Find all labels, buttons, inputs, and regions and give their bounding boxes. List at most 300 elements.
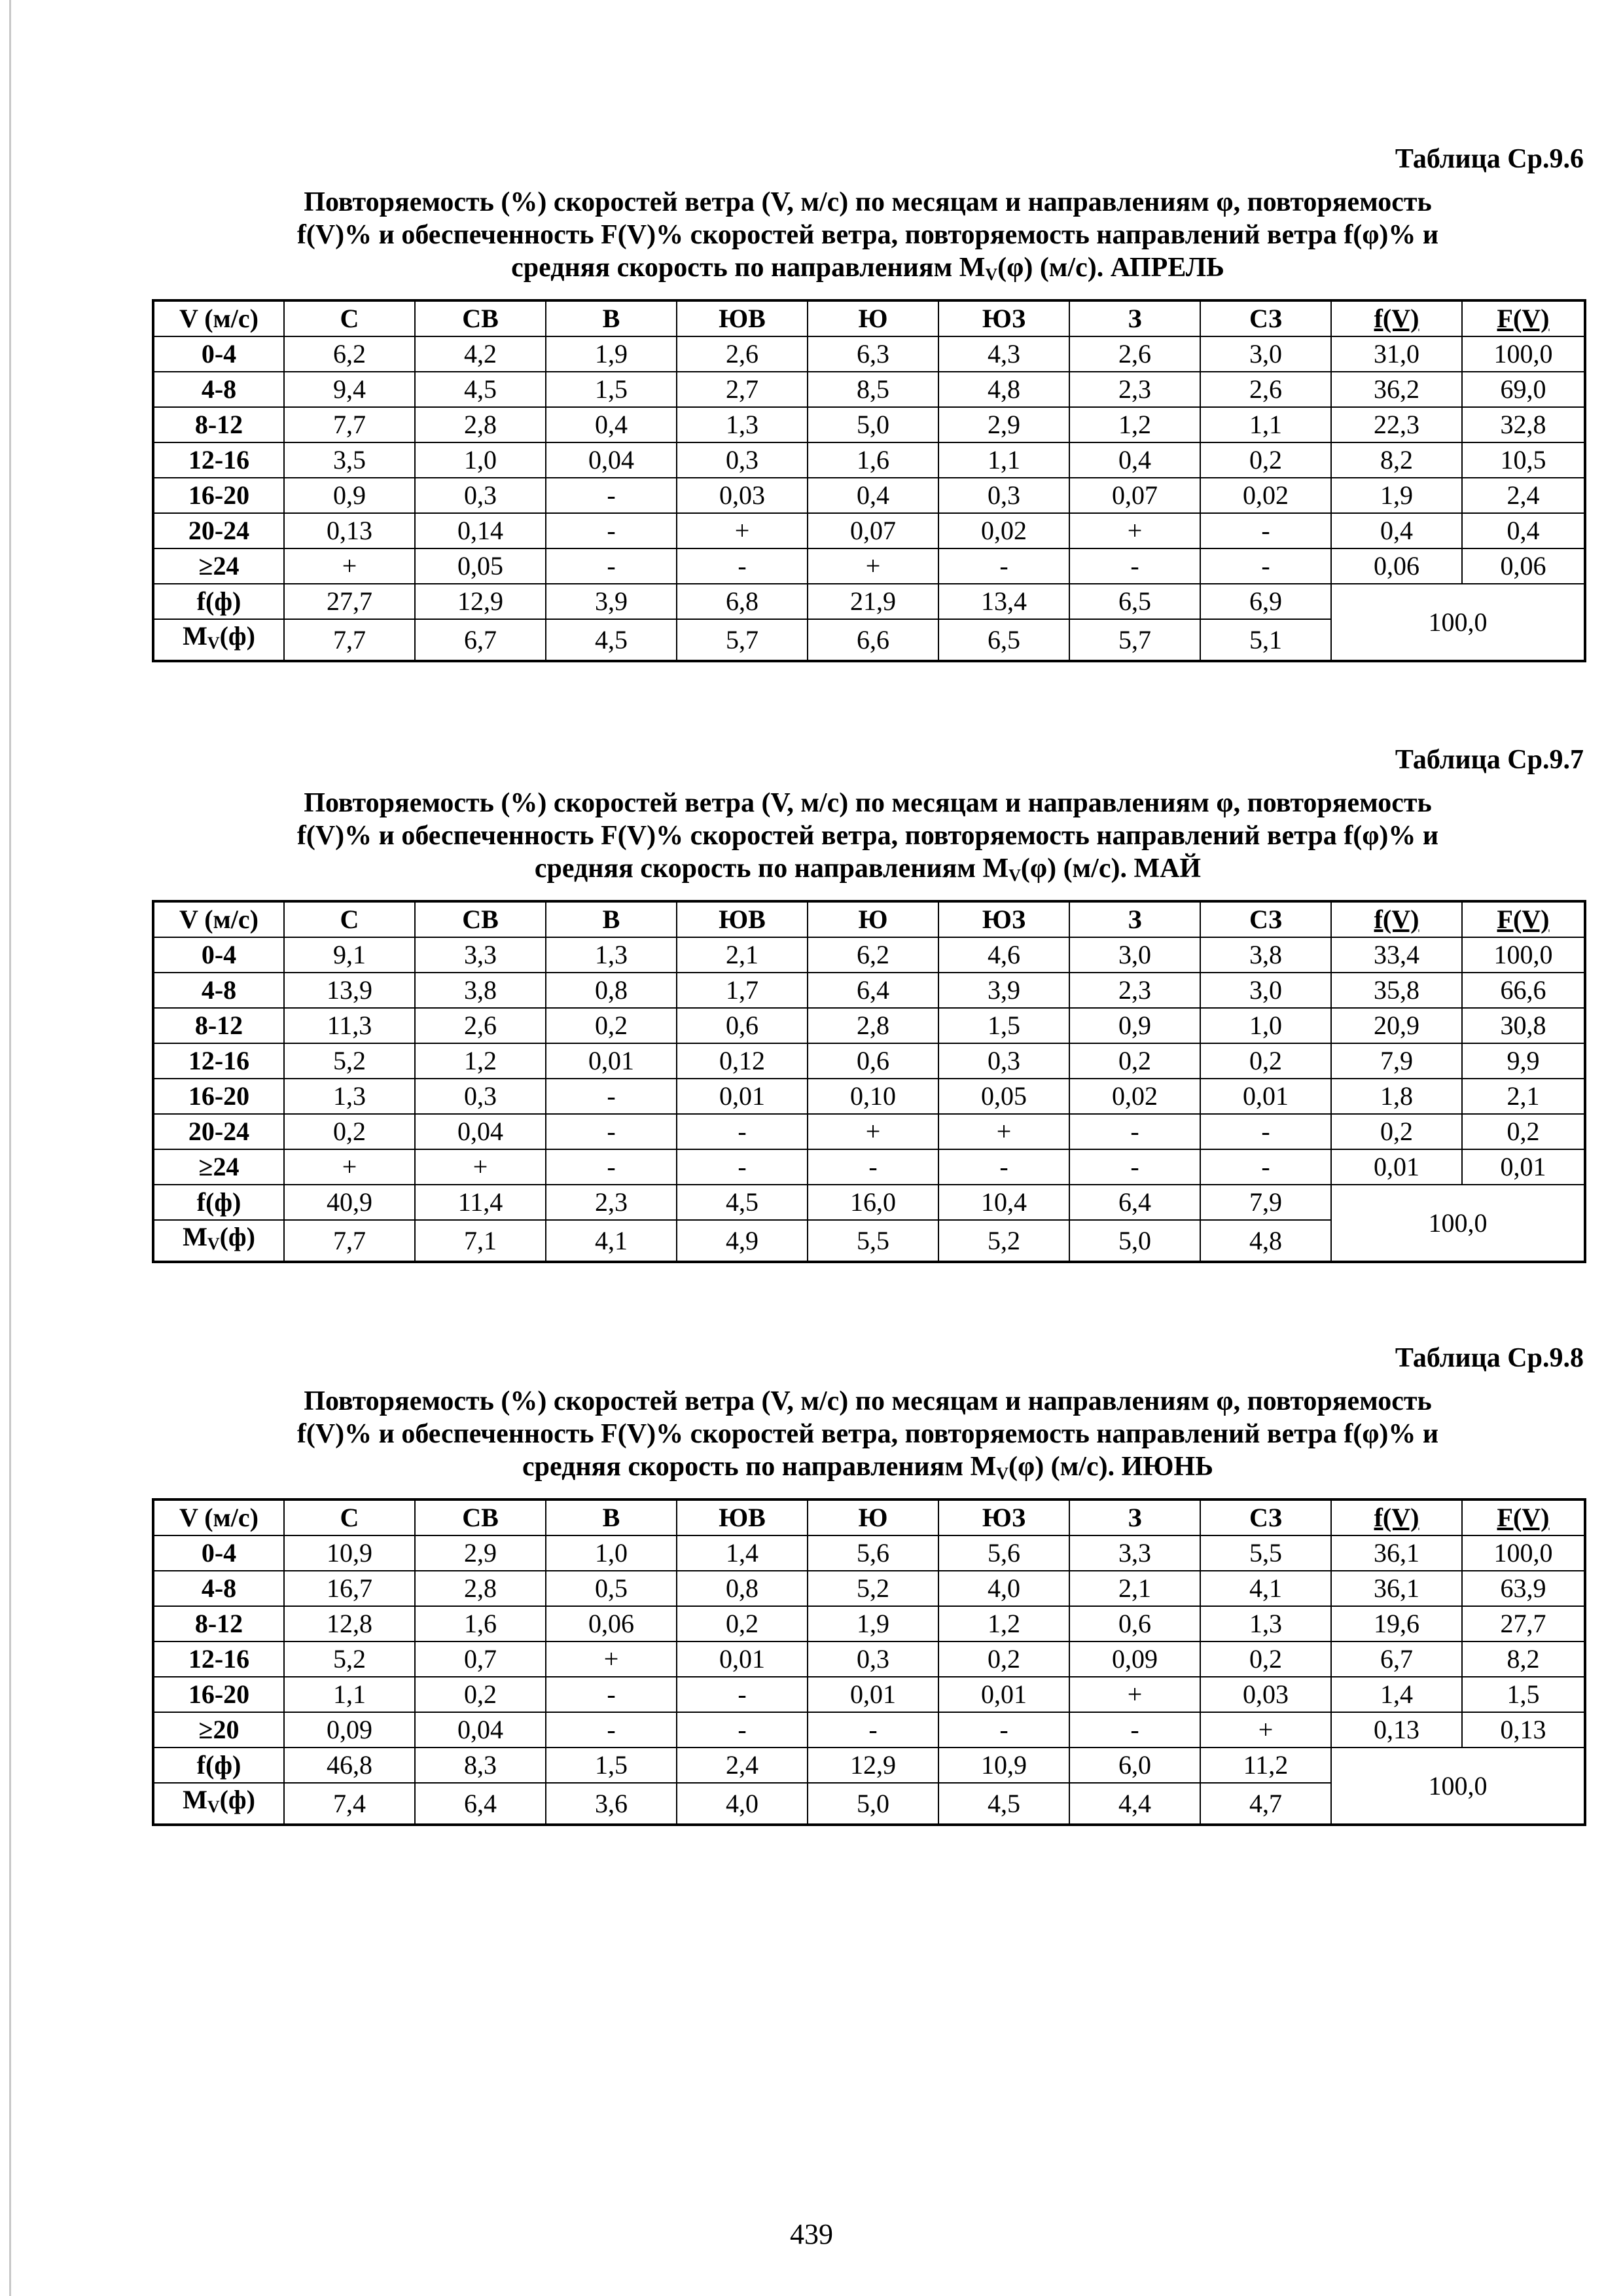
- table-cell: 13,9: [284, 973, 415, 1008]
- table-cell: 0,2: [1331, 1114, 1462, 1149]
- table-cell: +: [546, 1641, 677, 1677]
- table-cell: 0,3: [677, 442, 808, 478]
- table-cell: 5,7: [677, 619, 808, 661]
- title-line: [152, 1450, 1584, 1490]
- table-cell: 0,13: [1462, 1712, 1585, 1748]
- column-header: В: [546, 1499, 677, 1535]
- title-line: Повторяемость (%) скоростей ветра (V, м/с) по месяцам и направлениям φ, повторяемость: [304, 187, 1432, 217]
- table-cell: -: [1200, 513, 1331, 548]
- title-text: средняя скорость по направлениям M: [511, 253, 986, 283]
- table-cell: 12,9: [415, 584, 546, 619]
- column-header: f(V): [1331, 300, 1462, 336]
- table-cell: 1,1: [1200, 407, 1331, 442]
- column-header: СВ: [415, 1499, 546, 1535]
- table-cell: 0,01: [677, 1079, 808, 1114]
- table-cell: 0,2: [1069, 1043, 1200, 1079]
- table-cell: 1,9: [808, 1606, 938, 1641]
- row-label: f(ф): [153, 1748, 284, 1783]
- table-cell: 36,1: [1331, 1535, 1462, 1571]
- table-cell: 0,3: [808, 1641, 938, 1677]
- table-cell: 6,4: [808, 973, 938, 1008]
- table-cell: 1,5: [938, 1008, 1069, 1043]
- column-header: V (м/с): [153, 901, 284, 937]
- table-cell: 1,3: [284, 1079, 415, 1114]
- table-cell: -: [546, 1149, 677, 1185]
- table-cell: 1,2: [938, 1606, 1069, 1641]
- row-label: 12-16: [153, 1641, 284, 1677]
- title-subscript: V: [996, 1464, 1008, 1483]
- column-header: f(V): [1331, 901, 1462, 937]
- table-row: [153, 513, 1585, 548]
- table-cell: 0,03: [1200, 1677, 1331, 1712]
- table-cell: 4,1: [1200, 1571, 1331, 1606]
- column-header: f(V): [1331, 1499, 1462, 1535]
- table-cell: 0,07: [808, 513, 938, 548]
- header-row: [153, 901, 1585, 937]
- table-cell: 27,7: [284, 584, 415, 619]
- table-cell: 12,9: [808, 1748, 938, 1783]
- row-label: 8-12: [153, 407, 284, 442]
- row-label: 16-20: [153, 1079, 284, 1114]
- column-header: ЮЗ: [938, 1499, 1069, 1535]
- table-cell: 0,3: [938, 478, 1069, 513]
- column-header: С: [284, 1499, 415, 1535]
- table-cell: 0,13: [1331, 1712, 1462, 1748]
- row-label: ≥20: [153, 1712, 284, 1748]
- table-cell: 3,0: [1200, 973, 1331, 1008]
- table-cell: 1,0: [546, 1535, 677, 1571]
- column-header: В: [546, 901, 677, 937]
- table-cell: 35,8: [1331, 973, 1462, 1008]
- table-cell: 0,10: [808, 1079, 938, 1114]
- table-cell: 6,2: [808, 937, 938, 973]
- table-cell: 1,8: [1331, 1079, 1462, 1114]
- table-number: Таблица Ср.9.6: [1395, 144, 1584, 174]
- table-cell: 1,0: [1200, 1008, 1331, 1043]
- row-label: 12-16: [153, 442, 284, 478]
- table-cell: 1,4: [677, 1535, 808, 1571]
- table-cell: 1,5: [1462, 1677, 1585, 1712]
- table-cell: 5,6: [938, 1535, 1069, 1571]
- column-header: З: [1069, 1499, 1200, 1535]
- scan-edge-line: [9, 0, 11, 2296]
- table-cell: 1,6: [415, 1606, 546, 1641]
- table-cell: -: [808, 1712, 938, 1748]
- table-cell: 3,3: [1069, 1535, 1200, 1571]
- column-header: СЗ: [1200, 300, 1331, 336]
- table-cell: +: [284, 548, 415, 584]
- table-cell: 0,2: [546, 1008, 677, 1043]
- table-cell: 40,9: [284, 1185, 415, 1220]
- table-cell: 2,6: [1200, 372, 1331, 407]
- table-cell: 19,6: [1331, 1606, 1462, 1641]
- title-subscript: V: [1008, 866, 1021, 885]
- row-label: ≥24: [153, 1149, 284, 1185]
- table-cell: 2,8: [808, 1008, 938, 1043]
- table-cell: 0,4: [1462, 513, 1585, 548]
- column-header: СВ: [415, 901, 546, 937]
- table-cell: 6,5: [938, 619, 1069, 661]
- table-cell: 0,01: [938, 1677, 1069, 1712]
- table-row: [153, 1535, 1585, 1571]
- row-label: [153, 1220, 284, 1262]
- table-row: [153, 1606, 1585, 1641]
- table-cell: 1,1: [284, 1677, 415, 1712]
- table-cell: 4,6: [938, 937, 1069, 973]
- table-cell: -: [677, 1114, 808, 1149]
- title-line: [152, 852, 1584, 892]
- table-cell: 0,9: [1069, 1008, 1200, 1043]
- row-label: 0-4: [153, 937, 284, 973]
- table-title: [152, 1385, 1584, 1490]
- column-header: В: [546, 300, 677, 336]
- table-cell: 21,9: [808, 584, 938, 619]
- title-text: средняя скорость по направлениям M: [522, 1452, 997, 1482]
- table-cell: +: [415, 1149, 546, 1185]
- label-subscript: V: [207, 634, 220, 653]
- table-cell: -: [546, 548, 677, 584]
- table-row: [153, 407, 1585, 442]
- column-header: V (м/с): [153, 300, 284, 336]
- table-cell: 0,2: [1462, 1114, 1585, 1149]
- table-row: [153, 1712, 1585, 1748]
- table-cell: 5,2: [808, 1571, 938, 1606]
- table-cell: 6,4: [1069, 1185, 1200, 1220]
- table-cell: 0,13: [284, 513, 415, 548]
- row-label: f(ф): [153, 1185, 284, 1220]
- table-cell: 1,0: [415, 442, 546, 478]
- table-cell: 5,0: [808, 1783, 938, 1825]
- column-header: Ю: [808, 300, 938, 336]
- table-cell: 2,3: [1069, 973, 1200, 1008]
- wind-speed-table: [152, 299, 1586, 662]
- table-row: [153, 1149, 1585, 1185]
- column-header: З: [1069, 901, 1200, 937]
- table-cell: 0,14: [415, 513, 546, 548]
- column-header: ЮЗ: [938, 901, 1069, 937]
- table-row: [153, 478, 1585, 513]
- table-cell: 11,4: [415, 1185, 546, 1220]
- table-cell: 8,5: [808, 372, 938, 407]
- table-cell: 22,3: [1331, 407, 1462, 442]
- table-cell: 7,9: [1331, 1043, 1462, 1079]
- table-cell: 0,01: [808, 1677, 938, 1712]
- table-cell: 46,8: [284, 1748, 415, 1783]
- table-cell: 6,0: [1069, 1748, 1200, 1783]
- table-cell: 0,3: [938, 1043, 1069, 1079]
- label-main: M: [183, 1785, 207, 1814]
- table-cell: 5,2: [284, 1043, 415, 1079]
- table-cell: 6,2: [284, 336, 415, 372]
- table-cell: -: [677, 1677, 808, 1712]
- table-cell: 3,0: [1069, 937, 1200, 973]
- table-cell: 2,1: [677, 937, 808, 973]
- table-cell: 2,4: [1462, 478, 1585, 513]
- table-cell: 0,6: [677, 1008, 808, 1043]
- table-cell: 4,9: [677, 1220, 808, 1262]
- table-cell: +: [677, 513, 808, 548]
- table-cell: 3,8: [415, 973, 546, 1008]
- table-cell: 6,7: [1331, 1641, 1462, 1677]
- table-cell: -: [546, 1712, 677, 1748]
- table-cell: 0,2: [1200, 1043, 1331, 1079]
- label-subscript: V: [207, 1234, 220, 1253]
- table-row: [153, 1008, 1585, 1043]
- table-cell: 36,2: [1331, 372, 1462, 407]
- title-text: средняя скорость по направлениям M: [534, 853, 1009, 884]
- table-row: [153, 1079, 1585, 1114]
- table-cell: 0,7: [415, 1641, 546, 1677]
- table-cell: 3,3: [415, 937, 546, 973]
- row-label: 16-20: [153, 478, 284, 513]
- table-block-may: [152, 744, 1584, 1263]
- table-row: [153, 372, 1585, 407]
- table-cell: 0,5: [546, 1571, 677, 1606]
- table-cell: -: [677, 1712, 808, 1748]
- table-cell: 0,4: [1069, 442, 1200, 478]
- title-text: (φ) (м/с). ИЮНЬ: [1008, 1452, 1213, 1482]
- table-cell: 3,0: [1200, 336, 1331, 372]
- table-cell: 1,6: [808, 442, 938, 478]
- table-cell: -: [546, 478, 677, 513]
- table-cell: 0,3: [415, 1079, 546, 1114]
- table-block-june: [152, 1342, 1584, 1826]
- table-cell: 2,3: [546, 1185, 677, 1220]
- table-cell: 10,4: [938, 1185, 1069, 1220]
- column-header: З: [1069, 300, 1200, 336]
- row-label: ≥24: [153, 548, 284, 584]
- table-cell: 1,3: [677, 407, 808, 442]
- table-cell: 2,3: [1069, 372, 1200, 407]
- table-cell: +: [808, 548, 938, 584]
- row-label: 0-4: [153, 1535, 284, 1571]
- row-label: 20-24: [153, 1114, 284, 1149]
- table-cell: 66,6: [1462, 973, 1585, 1008]
- row-label: 4-8: [153, 372, 284, 407]
- table-cell: 7,7: [284, 407, 415, 442]
- table-cell: 3,9: [546, 584, 677, 619]
- table-block-april: [152, 143, 1584, 662]
- table-cell: 2,6: [1069, 336, 1200, 372]
- table-cell: 0,01: [546, 1043, 677, 1079]
- table-cell: 6,3: [808, 336, 938, 372]
- wind-speed-table: [152, 1498, 1586, 1826]
- table-cell: 63,9: [1462, 1571, 1585, 1606]
- table-row: [153, 1043, 1585, 1079]
- table-cell: 4,0: [938, 1571, 1069, 1606]
- table-cell: 0,8: [677, 1571, 808, 1606]
- table-cell: 4,4: [1069, 1783, 1200, 1825]
- row-label: 8-12: [153, 1606, 284, 1641]
- table-cell: 0,6: [1069, 1606, 1200, 1641]
- column-header: ЮВ: [677, 300, 808, 336]
- title-line: Повторяемость (%) скоростей ветра (V, м/с) по месяцам и направлениям φ, повторяемость: [304, 1386, 1432, 1416]
- table-cell: 0,02: [1069, 1079, 1200, 1114]
- table-cell: 0,04: [415, 1712, 546, 1748]
- table-cell: -: [938, 1712, 1069, 1748]
- table-row: [153, 442, 1585, 478]
- column-header: F(V): [1462, 300, 1585, 336]
- table-cell: 4,2: [415, 336, 546, 372]
- table-cell: 4,5: [546, 619, 677, 661]
- table-cell: 1,4: [1331, 1677, 1462, 1712]
- table-cell: -: [546, 1079, 677, 1114]
- table-cell: 5,0: [808, 407, 938, 442]
- table-row: [153, 1571, 1585, 1606]
- row-label: [153, 619, 284, 661]
- title-line: f(V)% и обеспеченность F(V)% скоростей ветра, повторяемость направлений ветра f(φ)% и: [296, 821, 1439, 851]
- table-cell: 7,4: [284, 1783, 415, 1825]
- page-number: 439: [790, 2218, 833, 2250]
- table-cell: 2,1: [1462, 1079, 1585, 1114]
- table-cell: 8,2: [1331, 442, 1462, 478]
- table-cell: 4,3: [938, 336, 1069, 372]
- row-label: 4-8: [153, 1571, 284, 1606]
- table-cell: -: [677, 548, 808, 584]
- table-cell: 1,3: [1200, 1606, 1331, 1641]
- table-cell: 0,3: [415, 478, 546, 513]
- title-line: Повторяемость (%) скоростей ветра (V, м/с) по месяцам и направлениям φ, повторяемость: [304, 788, 1432, 818]
- table-cell: -: [1069, 1149, 1200, 1185]
- table-cell: 2,7: [677, 372, 808, 407]
- table-cell: 0,01: [677, 1641, 808, 1677]
- title-subscript: V: [985, 265, 998, 284]
- table-cell: 5,2: [938, 1220, 1069, 1262]
- label-tail: (ф): [219, 1785, 255, 1814]
- table-cell: 1,9: [1331, 478, 1462, 513]
- table-cell: 6,8: [677, 584, 808, 619]
- column-header: С: [284, 901, 415, 937]
- table-cell: 2,6: [415, 1008, 546, 1043]
- table-cell: 0,09: [1069, 1641, 1200, 1677]
- table-cell: -: [808, 1149, 938, 1185]
- row-label: 12-16: [153, 1043, 284, 1079]
- table-cell: 2,9: [415, 1535, 546, 1571]
- table-cell: 0,2: [1200, 1641, 1331, 1677]
- table-cell: 5,6: [808, 1535, 938, 1571]
- table-cell: 0,6: [808, 1043, 938, 1079]
- table-cell: 11,3: [284, 1008, 415, 1043]
- table-cell: 4,5: [677, 1185, 808, 1220]
- table-cell: 4,8: [938, 372, 1069, 407]
- table-cell: 8,2: [1462, 1641, 1585, 1677]
- table-cell: 0,01: [1200, 1079, 1331, 1114]
- table-number: Таблица Ср.9.7: [1395, 745, 1584, 775]
- header-row: [153, 1499, 1585, 1535]
- row-label: 20-24: [153, 513, 284, 548]
- table-cell: 0,05: [415, 548, 546, 584]
- table-cell: 0,01: [1331, 1149, 1462, 1185]
- table-cell: -: [1069, 1114, 1200, 1149]
- table-cell: 1,5: [546, 372, 677, 407]
- table-cell: 7,9: [1200, 1185, 1331, 1220]
- table-cell: 1,2: [415, 1043, 546, 1079]
- table-title: [152, 186, 1584, 291]
- table-cell: 36,1: [1331, 1571, 1462, 1606]
- table-cell: 4,0: [677, 1783, 808, 1825]
- table-cell: 0,2: [938, 1641, 1069, 1677]
- table-cell: 100,0: [1462, 336, 1585, 372]
- table-cell: 10,5: [1462, 442, 1585, 478]
- table-cell: 0,2: [415, 1677, 546, 1712]
- table-cell: -: [546, 1677, 677, 1712]
- table-cell: 4,5: [415, 372, 546, 407]
- table-cell: 0,04: [415, 1114, 546, 1149]
- table-cell: 32,8: [1462, 407, 1585, 442]
- table-cell: 2,8: [415, 1571, 546, 1606]
- table-cell: 0,09: [284, 1712, 415, 1748]
- column-header: ЮВ: [677, 901, 808, 937]
- table-cell: 4,1: [546, 1220, 677, 1262]
- table-cell: -: [1200, 1114, 1331, 1149]
- table-cell: 7,7: [284, 1220, 415, 1262]
- table-cell: 0,9: [284, 478, 415, 513]
- table-number: Таблица Ср.9.8: [1395, 1343, 1584, 1373]
- table-cell: 2,4: [677, 1748, 808, 1783]
- title-text: (φ) (м/с). МАЙ: [1020, 853, 1202, 884]
- table-cell: -: [1069, 548, 1200, 584]
- table-cell: 0,12: [677, 1043, 808, 1079]
- table-cell: 6,5: [1069, 584, 1200, 619]
- table-cell: 3,5: [284, 442, 415, 478]
- table-cell: +: [1069, 1677, 1200, 1712]
- table-cell: 27,7: [1462, 1606, 1585, 1641]
- table-cell: 8,3: [415, 1748, 546, 1783]
- table-cell: 4,8: [1200, 1220, 1331, 1262]
- wind-speed-table: [152, 900, 1586, 1263]
- column-header: СЗ: [1200, 901, 1331, 937]
- row-label: 4-8: [153, 973, 284, 1008]
- table-cell: 4,5: [938, 1783, 1069, 1825]
- table-cell: 7,7: [284, 619, 415, 661]
- table-cell: -: [1069, 1712, 1200, 1748]
- row-label: f(ф): [153, 584, 284, 619]
- table-cell: 0,8: [546, 973, 677, 1008]
- table-row: [153, 336, 1585, 372]
- table-cell: 9,1: [284, 937, 415, 973]
- title-line: f(V)% и обеспеченность F(V)% скоростей ветра, повторяемость направлений ветра f(φ)% и: [296, 220, 1439, 250]
- table-cell: 0,04: [546, 442, 677, 478]
- table-cell: 0,4: [1331, 513, 1462, 548]
- table-cell: 2,9: [938, 407, 1069, 442]
- table-cell: 0,4: [546, 407, 677, 442]
- table-cell: -: [1200, 548, 1331, 584]
- table-title: [152, 787, 1584, 892]
- table-cell: 9,9: [1462, 1043, 1585, 1079]
- table-cell: 1,3: [546, 937, 677, 973]
- total-cell: 100,0: [1331, 1748, 1585, 1825]
- table-cell: 1,7: [677, 973, 808, 1008]
- table-row: [153, 1641, 1585, 1677]
- table-cell: 0,05: [938, 1079, 1069, 1114]
- table-cell: 5,5: [1200, 1535, 1331, 1571]
- table-cell: 1,2: [1069, 407, 1200, 442]
- table-cell: 11,2: [1200, 1748, 1331, 1783]
- table-cell: 5,1: [1200, 619, 1331, 661]
- table-cell: -: [938, 548, 1069, 584]
- column-header: Ю: [808, 901, 938, 937]
- column-header: ЮЗ: [938, 300, 1069, 336]
- table-cell: 0,06: [1462, 548, 1585, 584]
- table-cell: 0,2: [284, 1114, 415, 1149]
- table-cell: 0,06: [1331, 548, 1462, 584]
- title-line: f(V)% и обеспеченность F(V)% скоростей ветра, повторяемость направлений ветра f(φ)% и: [296, 1419, 1439, 1449]
- column-header: V (м/с): [153, 1499, 284, 1535]
- table-cell: 0,02: [938, 513, 1069, 548]
- table-cell: 5,7: [1069, 619, 1200, 661]
- row-label: 0-4: [153, 336, 284, 372]
- table-cell: 13,4: [938, 584, 1069, 619]
